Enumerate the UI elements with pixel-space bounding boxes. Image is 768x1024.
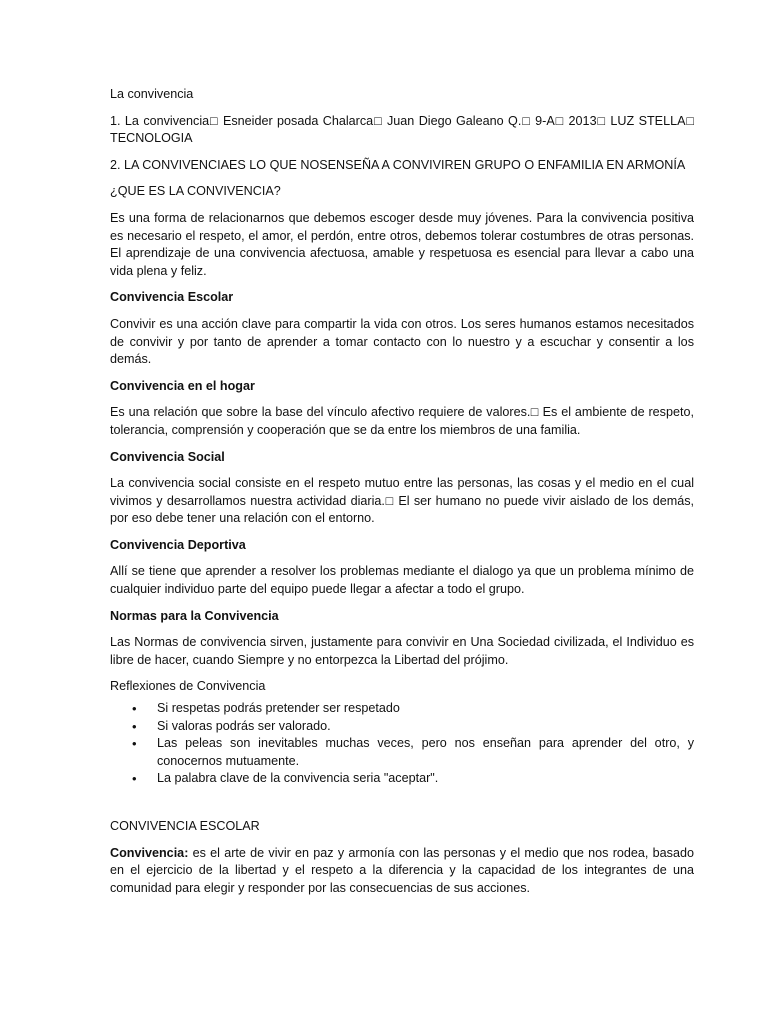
- section-body: Las Normas de convivencia sirven, justamente para convivir en Una Sociedad civilizada, el Individuo es libre de hacer, cuando Siempre y no entorpezca la Libertad del prójimo.: [110, 635, 694, 667]
- list-item-text: Si respetas podrás pretender ser respetado: [157, 701, 400, 716]
- definition-paragraph: [110, 845, 694, 898]
- section-body: Convivir es una acción clave para compartir la vida con otros. Los seres humanos estamos necesitados de convivir y por tanto de aprender a tomar contacto con lo nuestro y a escuchar y consentir a los demás.: [110, 316, 694, 367]
- section-heading: Convivencia en el hogar: [110, 378, 255, 393]
- section-heading: Convivencia Escolar: [110, 290, 234, 305]
- list-item-text: Si valoras podrás ser valorado.: [157, 718, 331, 733]
- definition-text: es el arte de vivir en paz y armonía con las personas y el medio que nos rodea, basado en el ejercicio de la libertad y el respeto a la diferencia y la capacidad de los integrantes de una comunidad para elegir y responder por las consecuencias de sus acciones.: [110, 845, 694, 895]
- school-section-title: CONVIVENCIA ESCOLAR: [110, 819, 260, 833]
- list-item-text: La palabra clave de la convivencia seria "aceptar".: [157, 771, 439, 786]
- list-item: [110, 718, 694, 736]
- section-heading: Normas para la Convivencia: [110, 608, 279, 623]
- header-info-line: 1. La convivencia□ Esneider posada Chalarca□ Juan Diego Galeano Q.□ 9-A□ 2013□ LUZ STELLA□ TECNOLOGIA: [110, 113, 694, 146]
- definition-term: Convivencia:: [110, 845, 189, 860]
- list-item: [110, 770, 694, 788]
- definition-line: 2. LA CONVIVENCIAES LO QUE NOSENSEÑA A CONVIVIREN GRUPO O ENFAMILIA EN ARMONÍA: [110, 157, 686, 172]
- bullet-icon: •: [132, 771, 137, 787]
- reflections-title: Reflexiones de Convivencia: [110, 679, 266, 694]
- section-heading: Convivencia Social: [110, 449, 225, 464]
- list-item: [110, 700, 694, 718]
- reflections-list: [110, 700, 694, 788]
- intro-paragraph: Es una forma de relacionarnos que debemos escoger desde muy jóvenes. Para la convivencia positiva es necesario el respeto, el amor, el perdón, entre otros, debemos tolerar costumbres de otras personas. El aprendizaje de una convivencia afectuosa, amable y respetuosa es esencial para llevar a cabo una vida plena y feliz.: [110, 210, 694, 278]
- bullet-icon: •: [132, 701, 137, 717]
- list-item-text: Las peleas son inevitables muchas veces, pero nos enseñan para aprender del otro, y conocernos mutuamente.: [157, 736, 694, 768]
- document-title: La convivencia: [110, 87, 194, 101]
- bullet-icon: •: [132, 718, 137, 734]
- spacer: [110, 788, 694, 818]
- section-body: Es una relación que sobre la base del vínculo afectivo requiere de valores.□ Es el ambiente de respeto, tolerancia, comprensión y cooperación que se da entre los miembros de una familia.: [110, 405, 694, 437]
- question-heading: ¿QUE ES LA CONVIVENCIA?: [110, 184, 281, 199]
- bullet-icon: •: [132, 736, 137, 752]
- list-item: [110, 735, 694, 770]
- section-heading: Convivencia Deportiva: [110, 537, 246, 552]
- section-body: Allí se tiene que aprender a resolver los problemas mediante el dialogo ya que un problema mínimo de cualquier individuo parte del equipo puede llegar a afectar a todo el grupo.: [110, 564, 694, 597]
- section-body: La convivencia social consiste en el respeto mutuo entre las personas, las cosas y el medio en el cual vivimos y desarrollamos nuestra actividad diaria.□ El ser humano no puede vivir aislado de los demás, por eso debe tener una relación con el entorno.: [110, 476, 694, 526]
